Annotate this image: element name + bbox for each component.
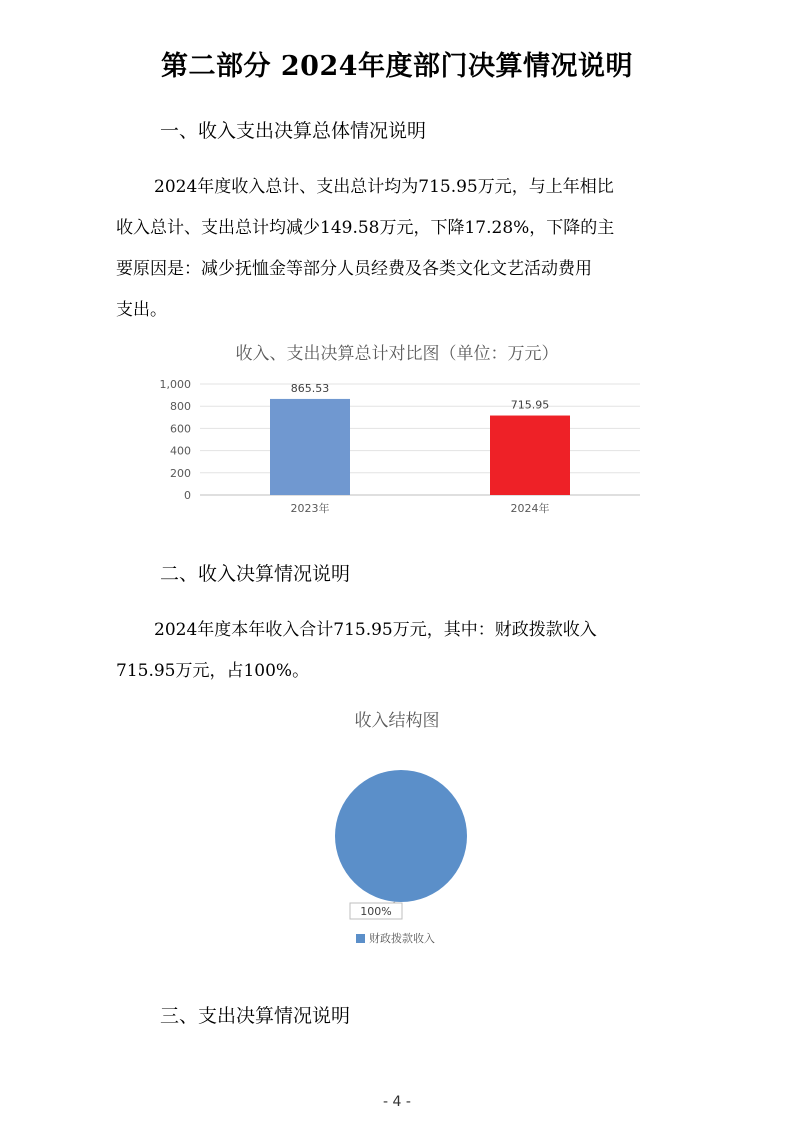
y-tick-label: 800 <box>170 400 191 414</box>
section2-line: 2024年度本年收入合计715.95万元，其中：财政拨款收入 <box>154 620 597 640</box>
bar-chart-title: 收入、支出决算总计对比图（单位：万元） <box>235 344 559 364</box>
bar-value-label: 715.95 <box>510 398 550 412</box>
pie-slice <box>335 770 467 902</box>
legend-swatch <box>356 934 365 943</box>
section2-line: 715.95万元，占100%。 <box>116 661 310 681</box>
section1-line: 要原因是：减少抚恤金等部分人员经费及各类文化文艺活动费用 <box>116 259 592 279</box>
x-tick-label: 2023年 <box>290 502 330 515</box>
x-tick-label: 2024年 <box>510 502 550 515</box>
pie-value-label: 100% <box>360 905 392 918</box>
y-tick-label: 600 <box>170 422 191 436</box>
pie-legend <box>356 930 435 946</box>
pie-chart-title: 收入结构图 <box>354 711 440 731</box>
page-number: - 4 - <box>383 1094 411 1110</box>
legend-label: 财政拨款收入 <box>369 932 435 945</box>
y-tick-label: 1,000 <box>159 378 191 391</box>
section2-heading: 二、收入决算情况说明 <box>160 563 351 585</box>
section3-heading: 三、支出决算情况说明 <box>160 1005 351 1027</box>
section1-heading: 一、收入支出决算总体情况说明 <box>160 120 427 142</box>
y-tick-label: 200 <box>170 466 191 480</box>
y-tick-label: 400 <box>170 444 191 458</box>
bar-value-label: 865.53 <box>290 381 330 395</box>
y-tick-label: 0 <box>184 489 191 502</box>
section1-line: 支出。 <box>116 300 167 320</box>
section1-line: 2024年度收入总计、支出总计均为715.95万元，与上年相比 <box>154 177 614 197</box>
page-title: 第二部分 2024年度部门决算情况说明 <box>160 51 634 82</box>
section1-line: 收入总计、支出总计均减少149.58万元，下降17.28%，下降的主 <box>116 218 615 238</box>
